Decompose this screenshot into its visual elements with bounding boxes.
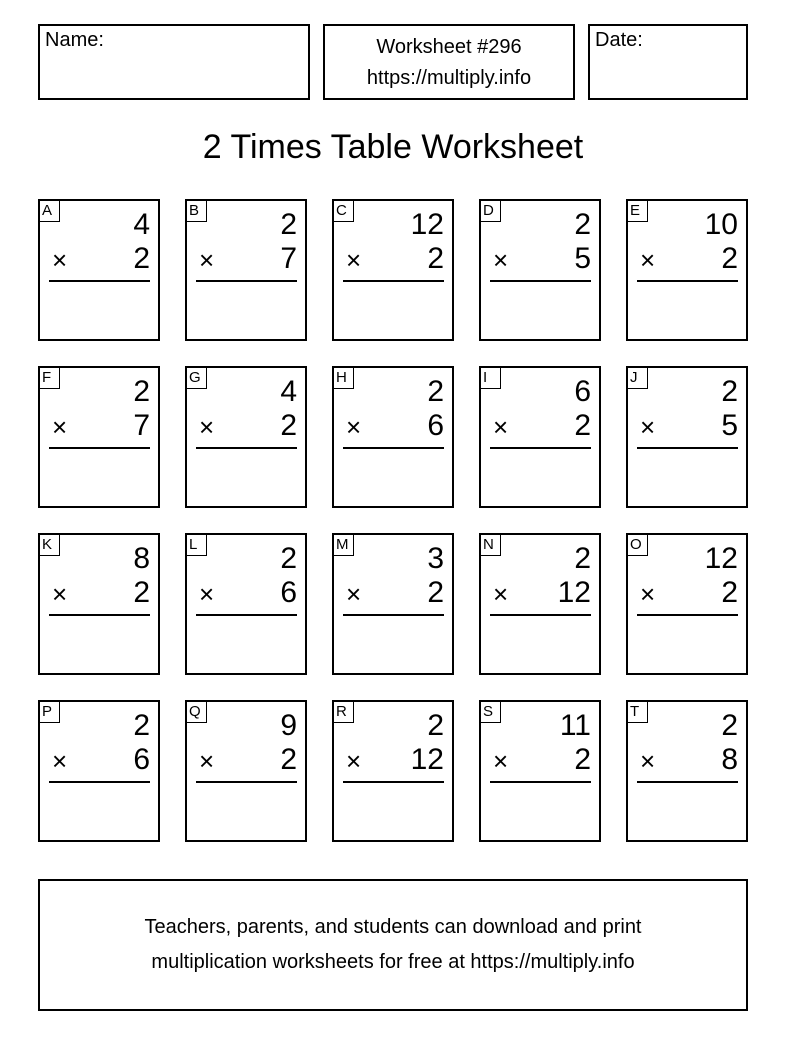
multiplicand: 12 [410, 208, 444, 241]
multiplier: 2 [574, 409, 591, 442]
problem-g[interactable] [185, 366, 307, 508]
problem-d[interactable] [479, 199, 601, 341]
problem-letter: I [480, 367, 501, 389]
times-sign: × [640, 245, 656, 275]
multiplier: 5 [721, 409, 738, 442]
problem-q[interactable] [185, 700, 307, 842]
problem-letter: F [39, 367, 60, 389]
page-title: 2 Times Table Worksheet [202, 128, 584, 166]
multiplier: 2 [133, 576, 150, 609]
answer-line [196, 280, 297, 282]
multiplicand: 3 [427, 542, 444, 575]
problem-h[interactable] [332, 366, 454, 508]
worksheet-number: Worksheet #296 [376, 36, 522, 58]
date-label: Date: [595, 29, 643, 51]
date-field[interactable] [588, 24, 748, 100]
problem-grid [38, 199, 749, 842]
problem-j[interactable] [626, 366, 748, 508]
times-sign: × [346, 245, 362, 275]
multiplier: 2 [427, 242, 444, 275]
name-label: Name: [45, 29, 104, 51]
problem-p[interactable] [38, 700, 160, 842]
answer-line [343, 447, 444, 449]
answer-line [637, 614, 738, 616]
problem-b[interactable] [185, 199, 307, 341]
problem-letter: S [480, 701, 501, 723]
multiplicand: 11 [559, 709, 591, 742]
multiplier: 6 [427, 409, 444, 442]
multiplier: 6 [280, 576, 297, 609]
multiplicand: 2 [427, 709, 444, 742]
problem-letter: H [333, 367, 354, 389]
problem-m[interactable] [332, 533, 454, 675]
times-sign: × [346, 746, 362, 776]
problem-o[interactable] [626, 533, 748, 675]
footer-line-2: multiplication worksheets for free at https://multiply.info [151, 951, 635, 973]
problem-r[interactable] [332, 700, 454, 842]
answer-line [637, 280, 738, 282]
problem-c[interactable] [332, 199, 454, 341]
problem-letter: B [186, 200, 207, 222]
multiplier: 2 [721, 242, 738, 275]
problem-t[interactable] [626, 700, 748, 842]
times-sign: × [346, 579, 362, 609]
multiplicand: 2 [427, 375, 444, 408]
multiplicand: 2 [133, 709, 150, 742]
multiplier: 2 [427, 576, 444, 609]
problem-letter: D [480, 200, 501, 222]
problem-letter: E [627, 200, 648, 222]
footer-line-1: Teachers, parents, and students can download and print [144, 916, 642, 938]
answer-line [490, 781, 591, 783]
problem-letter: G [186, 367, 207, 389]
footer-box [38, 879, 748, 1011]
multiplicand: 10 [704, 208, 738, 241]
problem-letter: R [333, 701, 354, 723]
worksheet-info-box [323, 24, 575, 100]
answer-line [196, 614, 297, 616]
multiplicand: 4 [280, 375, 297, 408]
multiplicand: 12 [704, 542, 738, 575]
multiplicand: 2 [721, 709, 738, 742]
times-sign: × [640, 579, 656, 609]
problem-letter: J [627, 367, 648, 389]
times-sign: × [199, 412, 215, 442]
times-sign: × [493, 579, 509, 609]
name-field[interactable] [38, 24, 310, 100]
problem-letter: K [39, 534, 60, 556]
multiplicand: 4 [133, 208, 150, 241]
problem-k[interactable] [38, 533, 160, 675]
times-sign: × [199, 746, 215, 776]
problem-letter: Q [186, 701, 207, 723]
times-sign: × [52, 412, 68, 442]
times-sign: × [493, 245, 509, 275]
problem-letter: N [480, 534, 501, 556]
answer-line [343, 781, 444, 783]
multiplier: 2 [280, 409, 297, 442]
times-sign: × [493, 746, 509, 776]
times-sign: × [493, 412, 509, 442]
problem-letter: L [186, 534, 207, 556]
problem-letter: T [627, 701, 648, 723]
times-sign: × [52, 245, 68, 275]
times-sign: × [52, 746, 68, 776]
problem-letter: M [333, 534, 354, 556]
multiplier: 12 [410, 743, 444, 776]
answer-line [49, 280, 150, 282]
multiplicand: 6 [574, 375, 591, 408]
multiplicand: 2 [574, 208, 591, 241]
multiplicand: 8 [133, 542, 150, 575]
problem-letter: C [333, 200, 354, 222]
multiplier: 5 [574, 242, 591, 275]
problem-l[interactable] [185, 533, 307, 675]
answer-line [196, 781, 297, 783]
multiplier: 6 [133, 743, 150, 776]
multiplicand: 2 [280, 542, 297, 575]
times-sign: × [640, 746, 656, 776]
answer-line [490, 614, 591, 616]
multiplier: 2 [574, 743, 591, 776]
times-sign: × [346, 412, 362, 442]
problem-e[interactable] [626, 199, 748, 341]
multiplicand: 2 [133, 375, 150, 408]
problem-letter: O [627, 534, 648, 556]
problem-s[interactable] [479, 700, 601, 842]
answer-line [343, 280, 444, 282]
problem-letter: A [39, 200, 60, 222]
problem-i[interactable] [479, 366, 601, 508]
answer-line [49, 447, 150, 449]
answer-line [49, 614, 150, 616]
multiplier: 8 [721, 743, 738, 776]
times-sign: × [640, 412, 656, 442]
multiplier: 12 [557, 576, 591, 609]
problem-letter: P [39, 701, 60, 723]
times-sign: × [199, 245, 215, 275]
problem-f[interactable] [38, 366, 160, 508]
answer-line [637, 781, 738, 783]
answer-line [343, 614, 444, 616]
problem-n[interactable] [479, 533, 601, 675]
multiplier: 7 [280, 242, 297, 275]
worksheet-url: https://multiply.info [366, 67, 532, 89]
problem-a[interactable] [38, 199, 160, 341]
multiplicand: 2 [574, 542, 591, 575]
times-sign: × [52, 579, 68, 609]
answer-line [490, 280, 591, 282]
multiplier: 2 [721, 576, 738, 609]
answer-line [196, 447, 297, 449]
answer-line [490, 447, 591, 449]
answer-line [637, 447, 738, 449]
times-sign: × [199, 579, 215, 609]
multiplicand: 2 [280, 208, 297, 241]
answer-line [49, 781, 150, 783]
multiplier: 2 [133, 242, 150, 275]
multiplier: 2 [280, 743, 297, 776]
multiplicand: 9 [280, 709, 297, 742]
multiplier: 7 [133, 409, 150, 442]
multiplicand: 2 [721, 375, 738, 408]
